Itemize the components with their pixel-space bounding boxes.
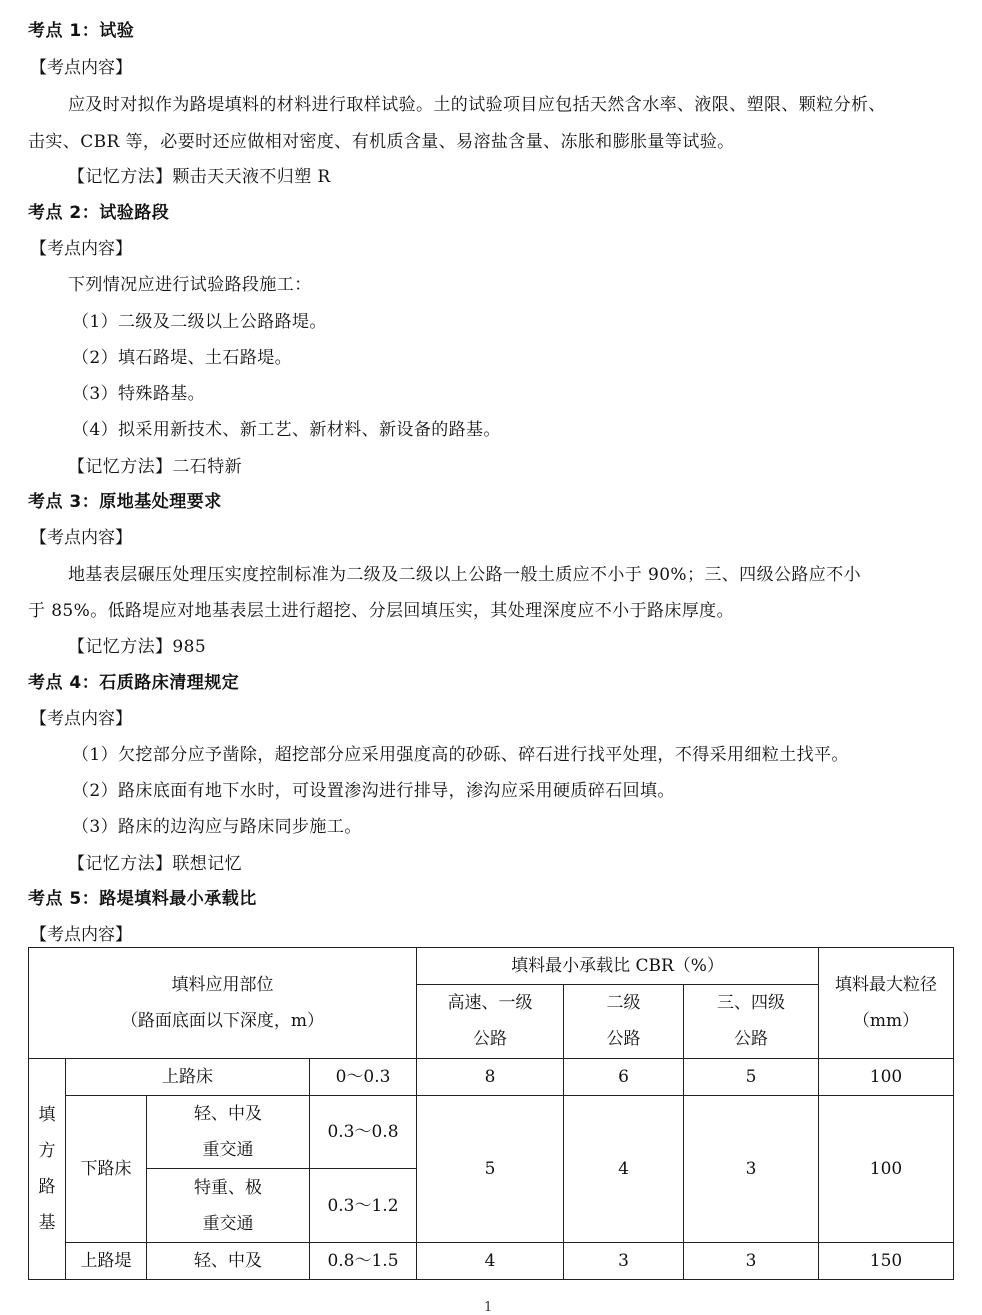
- header-max-particle-size: [819, 948, 954, 1059]
- section-5-heading: 考点 5：路堤填料最小承载比: [28, 889, 257, 909]
- header-highway-class-1-line-1: 高速、一级: [447, 993, 533, 1014]
- header-max-particle-size-line-1: 填料最大粒径: [835, 974, 938, 995]
- section-1-paragraph-line-2: 击实、CBR 等，必要时还应做相对密度、有机质含量、易溶盐含量、冻胀和膨胀量等试验。: [28, 132, 735, 152]
- section-1-paragraph-line-1: 应及时对拟作为路堤填料的材料进行取样试验。土的试验项目应包括天然含水率、液限、塑限、颗粒分析、: [68, 95, 886, 115]
- row-upper-bed-cbr-1: 8: [417, 1058, 564, 1095]
- row-lower-bed-traffic-a-line-1: 轻、中及: [194, 1104, 262, 1125]
- header-highway-class-1: [417, 985, 564, 1058]
- row-upper-embankment-traffic: 轻、中及: [147, 1242, 310, 1279]
- row-lower-bed-size: 100: [819, 1095, 954, 1242]
- section-5-content-label: 【考点内容】: [30, 925, 132, 945]
- row-lower-bed-traffic-b: [147, 1169, 310, 1242]
- row-upper-embankment-cbr-2: 3: [564, 1242, 684, 1279]
- header-application-part-line-1: 填料应用部位: [171, 974, 274, 995]
- cbr-requirements-table: [28, 947, 954, 1280]
- header-max-particle-size-line-2: （mm）: [852, 1010, 920, 1031]
- row-lower-bed-cbr-3: 3: [684, 1095, 819, 1242]
- group-label-char: 路: [38, 1176, 56, 1197]
- section-1-content-label: 【考点内容】: [30, 58, 132, 78]
- header-highway-class-2-line-2: 公路: [606, 1029, 641, 1050]
- cut-off-header: [420, 0, 580, 2]
- row-lower-bed-name: 下路床: [66, 1095, 147, 1242]
- row-lower-bed-cbr-1: 5: [417, 1095, 564, 1242]
- row-upper-embankment-size: 150: [819, 1242, 954, 1279]
- row-upper-embankment-name: 上路堤: [66, 1242, 147, 1279]
- section-3-paragraph-line-2: 于 85%。低路堤应对地基表层土进行超挖、分层回填压实，其处理深度应不小于路床厚度。: [28, 601, 734, 621]
- section-2-heading: 考点 2：试验路段: [28, 203, 170, 223]
- section-3-content-label: 【考点内容】: [30, 528, 132, 548]
- row-lower-bed-depth-a: 0.3～0.8: [310, 1095, 417, 1168]
- section-4-content-label: 【考点内容】: [30, 709, 132, 729]
- row-upper-bed-cbr-2: 6: [564, 1058, 684, 1095]
- section-4-memory-method: 【记忆方法】联想记忆: [68, 854, 242, 874]
- group-label-char: 方: [38, 1140, 56, 1161]
- header-min-cbr: 填料最小承载比 CBR（%）: [417, 948, 819, 985]
- section-3-paragraph-line-1: 地基表层碾压处理压实度控制标准为二级及二级以上公路一般土质应不小于 90%；三、四级公路应不小: [68, 565, 861, 585]
- row-lower-bed-traffic-b-line-2: 重交通: [202, 1213, 254, 1234]
- section-3-memory-method: 【记忆方法】985: [68, 637, 207, 657]
- section-4-item-3: （3）路床的边沟应与路床同步施工。: [72, 817, 362, 837]
- section-2-content-label: 【考点内容】: [30, 239, 132, 259]
- row-upper-bed-cbr-3: 5: [684, 1058, 819, 1095]
- section-2-item-4: （4）拟采用新技术、新工艺、新材料、新设备的路基。: [72, 420, 501, 440]
- section-2-memory-method: 【记忆方法】二石特新: [68, 457, 242, 477]
- row-upper-bed-size: 100: [819, 1058, 954, 1095]
- section-2-item-3: （3）特殊路基。: [72, 384, 206, 404]
- header-highway-class-1-line-2: 公路: [473, 1029, 507, 1050]
- section-1-memory-method: 【记忆方法】颗击天天液不归塑 R: [68, 167, 331, 187]
- section-4-heading: 考点 4：石质路床清理规定: [28, 673, 240, 693]
- header-highway-class-2: [564, 985, 684, 1058]
- group-label-char: 基: [38, 1212, 56, 1233]
- section-1-heading: 考点 1：试验: [28, 21, 135, 41]
- group-label-char: 填: [38, 1104, 56, 1125]
- header-highway-class-3-line-1: 三、四级: [717, 993, 785, 1014]
- header-highway-class-3-line-2: 公路: [734, 1029, 768, 1050]
- row-upper-embankment-cbr-1: 4: [417, 1242, 564, 1279]
- section-4-item-2: （2）路床底面有地下水时，可设置渗沟进行排导，渗沟应采用硬质碎石回填。: [72, 781, 675, 801]
- row-lower-bed-traffic-a-line-2: 重交通: [202, 1140, 254, 1161]
- header-application-part: [29, 948, 417, 1059]
- row-upper-embankment-cbr-3: 3: [684, 1242, 819, 1279]
- section-2-intro: 下列情况应进行试验路段施工：: [68, 275, 312, 295]
- row-lower-bed-cbr-2: 4: [564, 1095, 684, 1242]
- section-3-heading: 考点 3：原地基处理要求: [28, 492, 222, 512]
- page-number: 1: [484, 1300, 493, 1315]
- header-highway-class-2-line-1: 二级: [606, 993, 641, 1014]
- row-upper-bed-depth: 0～0.3: [310, 1058, 417, 1095]
- row-upper-embankment-depth: 0.8～1.5: [310, 1242, 417, 1279]
- fill-subgrade-group-label: [29, 1058, 66, 1279]
- header-highway-class-3: [684, 985, 819, 1058]
- section-2-item-1: （1）二级及二级以上公路路堤。: [72, 312, 327, 332]
- row-lower-bed-traffic-a: [147, 1095, 310, 1168]
- row-lower-bed-traffic-b-line-1: 特重、极: [194, 1177, 262, 1198]
- section-2-item-2: （2）填石路堤、土石路堤。: [72, 348, 293, 368]
- row-upper-bed-name: 上路床: [66, 1058, 310, 1095]
- section-4-item-1: （1）欠挖部分应予凿除，超挖部分应采用强度高的砂砾、碎石进行找平处理，不得采用细粒土找平。: [72, 745, 849, 765]
- row-lower-bed-depth-b: 0.3～1.2: [310, 1169, 417, 1242]
- header-application-part-line-2: （路面底面以下深度，m）: [120, 1010, 325, 1031]
